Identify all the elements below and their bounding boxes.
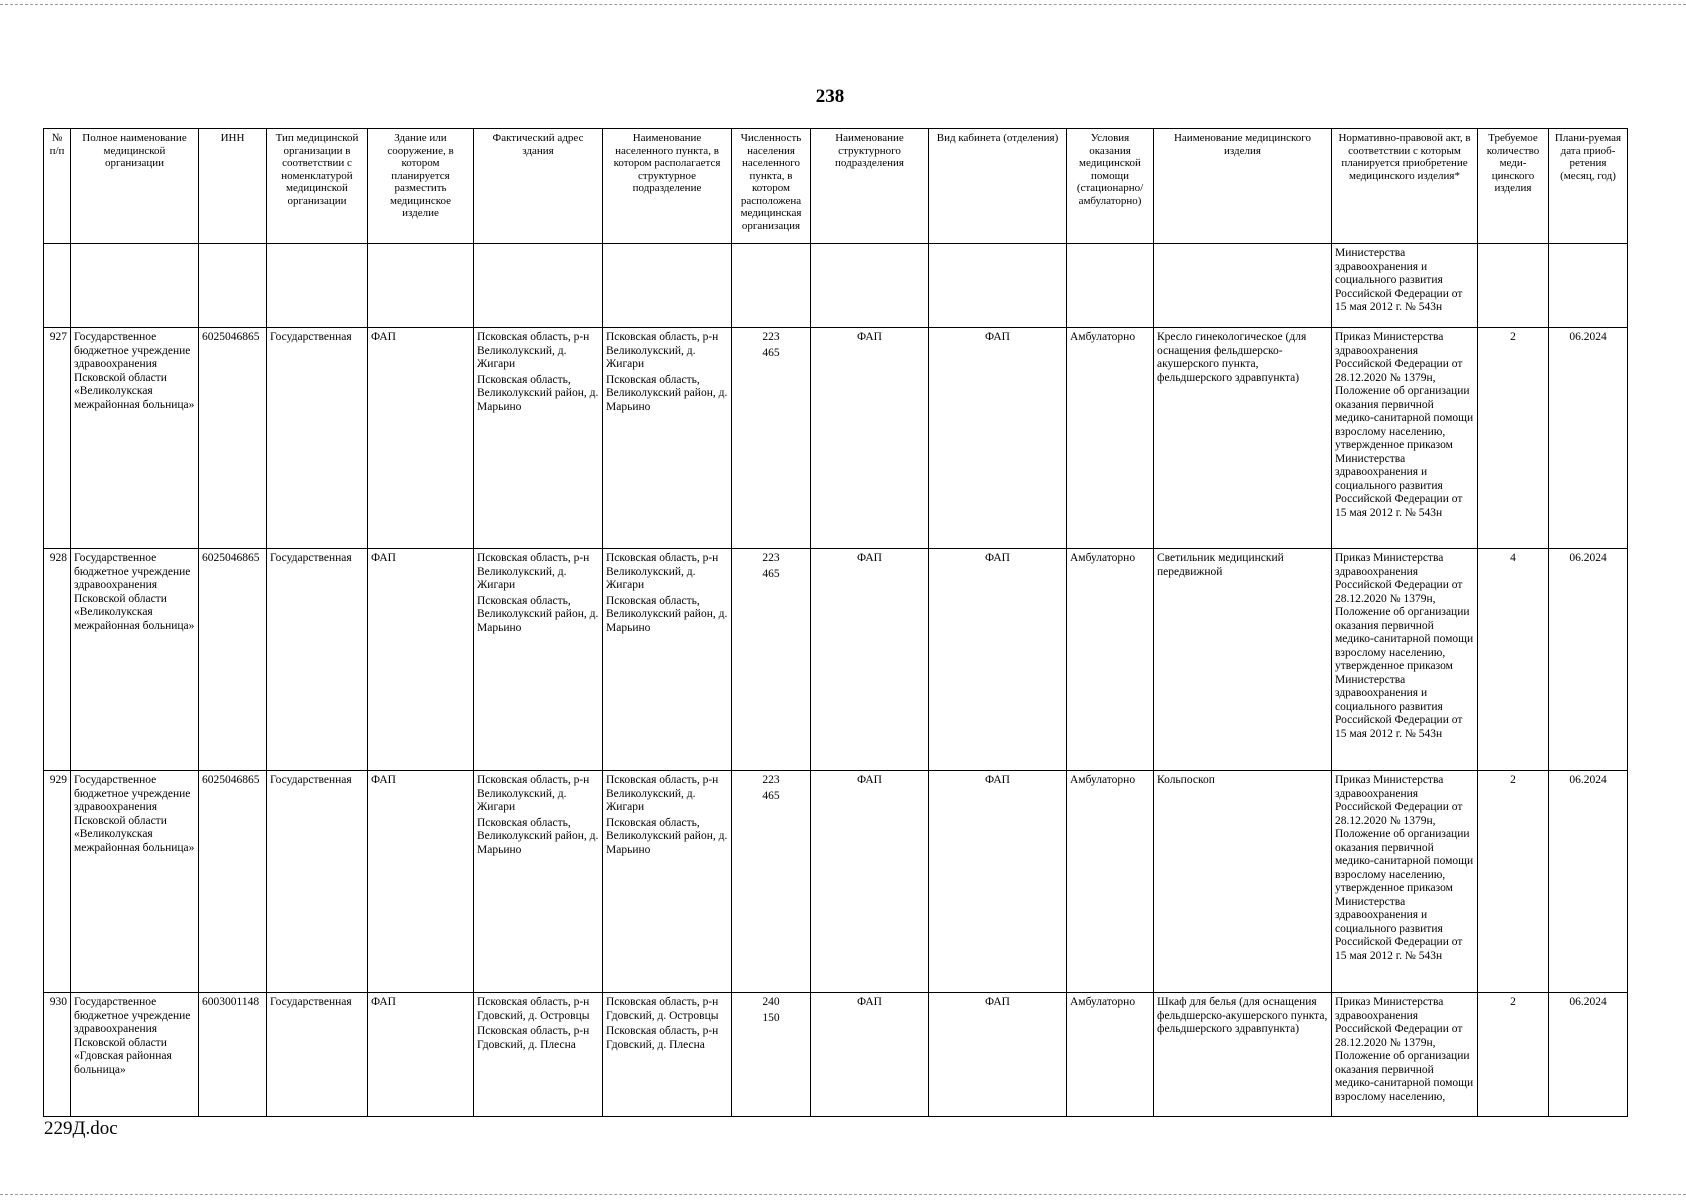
- page-number: 238: [815, 86, 845, 107]
- settlement-line: Псковская область, р-н Великолукский, д. Жигари: [606, 331, 719, 370]
- population-value: 465: [762, 789, 780, 802]
- org-name: Государственное бюджетное учреждение здравоохранения Псковской области «Гдовская районная больница»: [71, 993, 199, 1117]
- org-name: Государственное бюджетное учреждение здравоохранения Псковской области «Великолукская межрайонная больница»: [71, 771, 199, 993]
- table-row: [44, 993, 1628, 1117]
- header-cabinet: Вид кабинета (отделения): [929, 129, 1067, 244]
- population-value: 465: [762, 567, 780, 580]
- inn: 6003001148: [199, 993, 267, 1117]
- header-quantity: Требуемое количество меди-цинского изделия: [1478, 129, 1549, 244]
- address-line: Псковская область, р-н Великолукский, д. Жигари: [477, 552, 590, 591]
- quantity: 2: [1478, 328, 1549, 549]
- settlement-line: Псковская область, р-н Гдовский, д. Островцы: [606, 996, 719, 1022]
- address: [474, 549, 603, 771]
- quantity: 4: [1478, 549, 1549, 771]
- row-num: 928: [44, 549, 71, 771]
- medical-devices-table: [43, 128, 1628, 1117]
- population: [732, 328, 811, 549]
- device-name: Шкаф для белья (для оснащения фельдшерско-акушерского пункта, фельдшерского здравпункта): [1154, 993, 1332, 1117]
- settlement: [603, 993, 732, 1117]
- building: ФАП: [368, 771, 474, 993]
- address: [474, 993, 603, 1117]
- structural-unit: ФАП: [811, 771, 929, 993]
- address-line: Псковская область, р-н Великолукский, д. Жигари: [477, 331, 590, 370]
- legal-act: Приказ Министерства здравоохранения Российской Федерации от 28.12.2020 № 1379н, Положение об организации оказания первичной медико-санитарной помощи взрослому населению, утвержденное приказом Министерства здравоохранения и социального развития Российской Федерации от 15 мая 2012 г. № 543н: [1332, 328, 1478, 549]
- legal-act: Приказ Министерства здравоохранения Российской Федерации от 28.12.2020 № 1379н, Положение об организации оказания первичной медико-санитарной помощи взрослому населению, утвержденное приказом Министерства здравоохранения и социального развития Российской Федерации от 15 мая 2012 г. № 543н: [1332, 771, 1478, 993]
- header-type: Тип медицинской организации в соответствии с номенклатурой медицинской организации: [267, 129, 368, 244]
- structural-unit: ФАП: [811, 549, 929, 771]
- inn: 6025046865: [199, 771, 267, 993]
- building: ФАП: [368, 328, 474, 549]
- settlement: [603, 549, 732, 771]
- settlement: [603, 328, 732, 549]
- settlement-line: Псковская область, Великолукский район, д. Марьино: [606, 816, 728, 856]
- inn: 6025046865: [199, 328, 267, 549]
- address-line: Псковская область, Великолукский район, д. Марьино: [477, 594, 599, 634]
- table-row: [44, 549, 1628, 771]
- header-num: № п/п: [44, 129, 71, 244]
- header-unit: Наименование структурного подразделения: [811, 129, 929, 244]
- population: [732, 771, 811, 993]
- settlement: [603, 771, 732, 993]
- address-line: Псковская область, р-н Гдовский, д. Плесна: [477, 1025, 590, 1051]
- care-conditions: Амбулаторно: [1067, 771, 1154, 993]
- device-name: Кольпоскоп: [1154, 771, 1332, 993]
- population-value: 223: [762, 774, 780, 786]
- header-building: Здание или сооружение, в котором планируется разместить медицинское изделие: [368, 129, 474, 244]
- cabinet-type: ФАП: [929, 771, 1067, 993]
- row-num: 927: [44, 328, 71, 549]
- org-name: Государственное бюджетное учреждение здравоохранения Псковской области «Великолукская межрайонная больница»: [71, 328, 199, 549]
- org-name: Государственное бюджетное учреждение здравоохранения Псковской области «Великолукская межрайонная больница»: [71, 549, 199, 771]
- address-line: Псковская область, р-н Великолукский, д. Жигари: [477, 774, 590, 813]
- header-org: Полное наименование медицинской организации: [71, 129, 199, 244]
- population-value: 150: [762, 1011, 780, 1024]
- settlement-line: Псковская область, Великолукский район, д. Марьино: [606, 373, 728, 413]
- population-value: 240: [762, 996, 780, 1008]
- scan-edge-top: [0, 4, 1686, 5]
- address-line: Псковская область, р-н Гдовский, д. Островцы: [477, 996, 590, 1022]
- quantity: 2: [1478, 771, 1549, 993]
- building: ФАП: [368, 549, 474, 771]
- inn: 6025046865: [199, 549, 267, 771]
- population-value: 223: [762, 331, 780, 343]
- structural-unit: ФАП: [811, 328, 929, 549]
- purchase-date: 06.2024: [1549, 993, 1628, 1117]
- row-num: 929: [44, 771, 71, 993]
- legal-act: Приказ Министерства здравоохранения Российской Федерации от 28.12.2020 № 1379н, Положение об организации оказания первичной медико-санитарной помощи взрослому населению,: [1332, 993, 1478, 1117]
- population: [732, 993, 811, 1117]
- org-type: Государственная: [267, 549, 368, 771]
- org-type: Государственная: [267, 328, 368, 549]
- population-value: 465: [762, 346, 780, 359]
- table-row: [44, 328, 1628, 549]
- device-name: Кресло гинекологическое (для оснащения фельдшерско-акушерского пункта, фельдшерского здравпункта): [1154, 328, 1332, 549]
- settlement-line: Псковская область, р-н Великолукский, д. Жигари: [606, 774, 719, 813]
- row-num: 930: [44, 993, 71, 1117]
- org-type: Государственная: [267, 993, 368, 1117]
- header-device: Наименование медицинского изделия: [1154, 129, 1332, 244]
- cabinet-type: ФАП: [929, 328, 1067, 549]
- structural-unit: ФАП: [811, 993, 929, 1117]
- address: [474, 328, 603, 549]
- table-row: [44, 771, 1628, 993]
- population: [732, 549, 811, 771]
- cabinet-type: ФАП: [929, 993, 1067, 1117]
- purchase-date: 06.2024: [1549, 328, 1628, 549]
- population-value: 223: [762, 552, 780, 564]
- quantity: 2: [1478, 993, 1549, 1117]
- org-type: Государственная: [267, 771, 368, 993]
- settlement-line: Псковская область, Великолукский район, д. Марьино: [606, 594, 728, 634]
- header-inn: ИНН: [199, 129, 267, 244]
- address-line: Псковская область, Великолукский район, д. Марьино: [477, 373, 599, 413]
- building: ФАП: [368, 993, 474, 1117]
- header-act: Нормативно-правовой акт, в соответствии с которым планируется приобретение медицинского изделия*: [1332, 129, 1478, 244]
- header-conditions: Условия оказания медицинской помощи (стационарно/ амбулаторно): [1067, 129, 1154, 244]
- care-conditions: Амбулаторно: [1067, 549, 1154, 771]
- care-conditions: Амбулаторно: [1067, 993, 1154, 1117]
- header-address: Фактический адрес здания: [474, 129, 603, 244]
- continuation-act: Министерства здравоохранения и социального развития Российской Федерации от 15 мая 2012 г. № 543н: [1332, 244, 1478, 328]
- legal-act: Приказ Министерства здравоохранения Российской Федерации от 28.12.2020 № 1379н, Положение об организации оказания первичной медико-санитарной помощи взрослому населению, утвержденное приказом Министерства здравоохранения и социального развития Российской Федерации от 15 мая 2012 г. № 543н: [1332, 549, 1478, 771]
- address: [474, 771, 603, 993]
- purchase-date: 06.2024: [1549, 771, 1628, 993]
- care-conditions: Амбулаторно: [1067, 328, 1154, 549]
- scan-edge-bottom: [0, 1194, 1686, 1195]
- table-header-row: [44, 129, 1628, 244]
- settlement-line: Псковская область, р-н Великолукский, д. Жигари: [606, 552, 719, 591]
- address-line: Псковская область, Великолукский район, д. Марьино: [477, 816, 599, 856]
- device-name: Светильник медицинский передвижной: [1154, 549, 1332, 771]
- purchase-date: 06.2024: [1549, 549, 1628, 771]
- header-population: Численность населения населенного пункта, в котором расположена медицинская организация: [732, 129, 811, 244]
- header-settlement: Наименование населенного пункта, в котором располагается структурное подразделение: [603, 129, 732, 244]
- footer-filename: 229Д.doc: [44, 1118, 118, 1139]
- settlement-line: Псковская область, р-н Гдовский, д. Плесна: [606, 1025, 719, 1051]
- cabinet-type: ФАП: [929, 549, 1067, 771]
- continuation-row: [44, 244, 1628, 328]
- header-date: Плани-руемая дата приоб-ретения (месяц, год): [1549, 129, 1628, 244]
